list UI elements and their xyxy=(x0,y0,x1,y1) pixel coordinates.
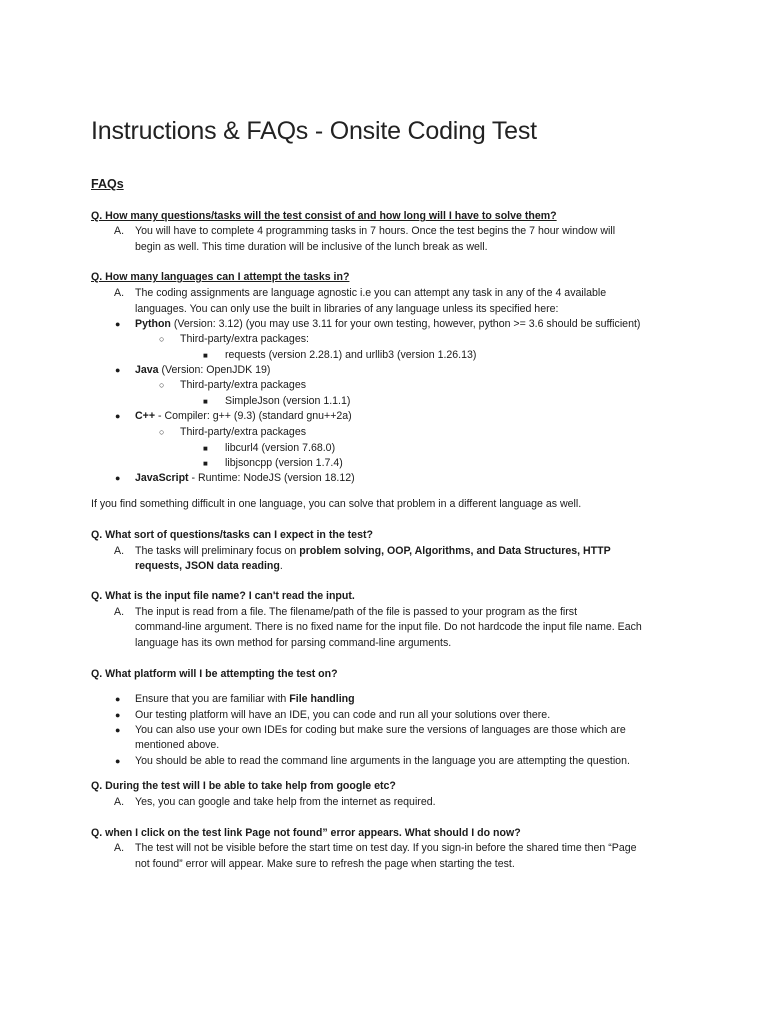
bullet-icon: ● xyxy=(115,365,121,375)
language-name: Java xyxy=(135,364,159,376)
page-title: Instructions & FAQs - Onsite Coding Test xyxy=(91,117,537,145)
faq-answer-7-line-2: not found” error will appear. Make sure to refresh the page when starting the test. xyxy=(135,858,515,870)
faq-answer-4-line-1: The input is read from a file. The filename/path of the file is passed to your program as the first xyxy=(135,606,578,618)
bullet-icon: ● xyxy=(115,319,121,329)
faq-answer-1-line-2: begin as well. This time duration will be inclusive of the lunch break as well. xyxy=(135,241,488,253)
python-package-item: requests (version 2.28.1) and urllib3 (version 1.26.13) xyxy=(225,349,477,361)
answer-emphasis: requests, JSON data reading xyxy=(135,560,280,572)
bullet-icon: ● xyxy=(115,411,121,421)
answer-text: The tasks will preliminary focus on xyxy=(135,545,300,557)
language-details: - Compiler: g++ (9.3) (standard gnu++2a) xyxy=(155,410,352,422)
java-packages-label: Third-party/extra packages xyxy=(180,379,307,391)
python-packages-label: Third-party/extra packages: xyxy=(180,333,309,345)
bullet-icon: ● xyxy=(115,756,121,766)
faq-question-7: Q. when I click on the test link Page not found” error appears. What should I do now? xyxy=(91,827,521,839)
faq-question-6: Q. During the test will I be able to take help from google etc? xyxy=(91,780,396,792)
language-note: If you find something difficult in one language, you can solve that problem in a different language as well. xyxy=(91,498,582,510)
faq-question-1: Q. How many questions/tasks will the test consist of and how long will I have to solve them? xyxy=(91,210,557,222)
cpp-packages-label: Third-party/extra packages xyxy=(180,426,307,438)
faq-answer-2-line-2: languages. You can only use the built in libraries of any language unless its specified here: xyxy=(135,303,559,315)
answer-emphasis: problem solving, OOP, Algorithms, and Data Structures, HTTP xyxy=(299,545,611,557)
platform-item-2: Our testing platform will have an IDE, you can code and run all your solutions over there. xyxy=(135,709,551,721)
platform-item-3-line-1: You can also use your own IDEs for coding but make sure the versions of languages are those which are xyxy=(135,724,626,736)
bullet-icon: ● xyxy=(115,694,121,704)
faq-answer-2-line-1: The coding assignments are language agnostic i.e you can attempt any task in any of the 4 available xyxy=(135,287,607,299)
platform-item-1 xyxy=(135,692,355,708)
square-bullet-icon: ■ xyxy=(203,397,208,406)
faq-question-5: Q. What platform will I be attempting the test on? xyxy=(91,668,338,680)
faq-question-3: Q. What sort of questions/tasks can I expect in the test? xyxy=(91,529,373,541)
circle-bullet-icon: ○ xyxy=(159,427,165,437)
answer-marker: A. xyxy=(114,606,125,618)
language-details: (Version: 3.12) (you may use 3.11 for your own testing, however, python >= 3.6 should be sufficient) xyxy=(170,318,641,330)
platform-item-4: You should be able to read the command line arguments in the language you are attempting the question. xyxy=(135,755,630,767)
cpp-package-item: libjsoncpp (version 1.7.4) xyxy=(225,457,343,469)
language-details: - Runtime: NodeJS (version 18.12) xyxy=(188,472,355,484)
answer-text: . xyxy=(279,560,283,572)
answer-marker: A. xyxy=(114,545,125,557)
language-item-python xyxy=(135,317,640,333)
circle-bullet-icon: ○ xyxy=(159,380,165,390)
bullet-icon: ● xyxy=(115,473,121,483)
faq-answer-6: Yes, you can google and take help from the internet as required. xyxy=(135,796,436,808)
faqs-heading: FAQs xyxy=(91,177,124,191)
square-bullet-icon: ■ xyxy=(203,459,208,468)
language-item-java xyxy=(135,363,270,379)
faq-question-4: Q. What is the input file name? I can't read the input. xyxy=(91,590,355,602)
bullet-icon: ● xyxy=(115,710,121,720)
square-bullet-icon: ■ xyxy=(203,444,208,453)
answer-marker: A. xyxy=(114,842,125,854)
item-text: Ensure that you are familiar with xyxy=(135,693,290,705)
faq-answer-4-line-2: command-line argument. There is no fixed name for the input file. Do not hardcode the input file name. Each xyxy=(135,621,642,633)
answer-marker: A. xyxy=(114,796,125,808)
faq-question-2: Q. How many languages can I attempt the tasks in? xyxy=(91,271,350,283)
platform-item-3-line-2: mentioned above. xyxy=(135,739,220,751)
faq-answer-3-line-2 xyxy=(135,559,283,575)
faq-answer-7-line-1: The test will not be visible before the start time on test day. If you sign-in before the shared time then “Page xyxy=(135,842,637,854)
language-name: C++ xyxy=(135,410,156,422)
item-emphasis: File handling xyxy=(289,693,355,705)
language-name: Python xyxy=(135,318,171,330)
square-bullet-icon: ■ xyxy=(203,351,208,360)
answer-marker: A. xyxy=(114,287,125,299)
java-package-item: SimpleJson (version 1.1.1) xyxy=(225,395,351,407)
answer-marker: A. xyxy=(114,225,125,237)
circle-bullet-icon: ○ xyxy=(159,334,165,344)
faq-answer-3-line-1 xyxy=(135,544,611,560)
faq-answer-4-line-3: language has its own method for parsing command-line arguments. xyxy=(135,637,452,649)
language-item-javascript xyxy=(135,471,355,487)
language-item-cpp xyxy=(135,409,352,425)
cpp-package-item: libcurl4 (version 7.68.0) xyxy=(225,442,336,454)
bullet-icon: ● xyxy=(115,725,121,735)
language-name: JavaScript xyxy=(135,472,189,484)
faq-answer-1-line-1: You will have to complete 4 programming tasks in 7 hours. Once the test begins the 7 hour window will xyxy=(135,225,616,237)
language-details: (Version: OpenJDK 19) xyxy=(158,364,271,376)
